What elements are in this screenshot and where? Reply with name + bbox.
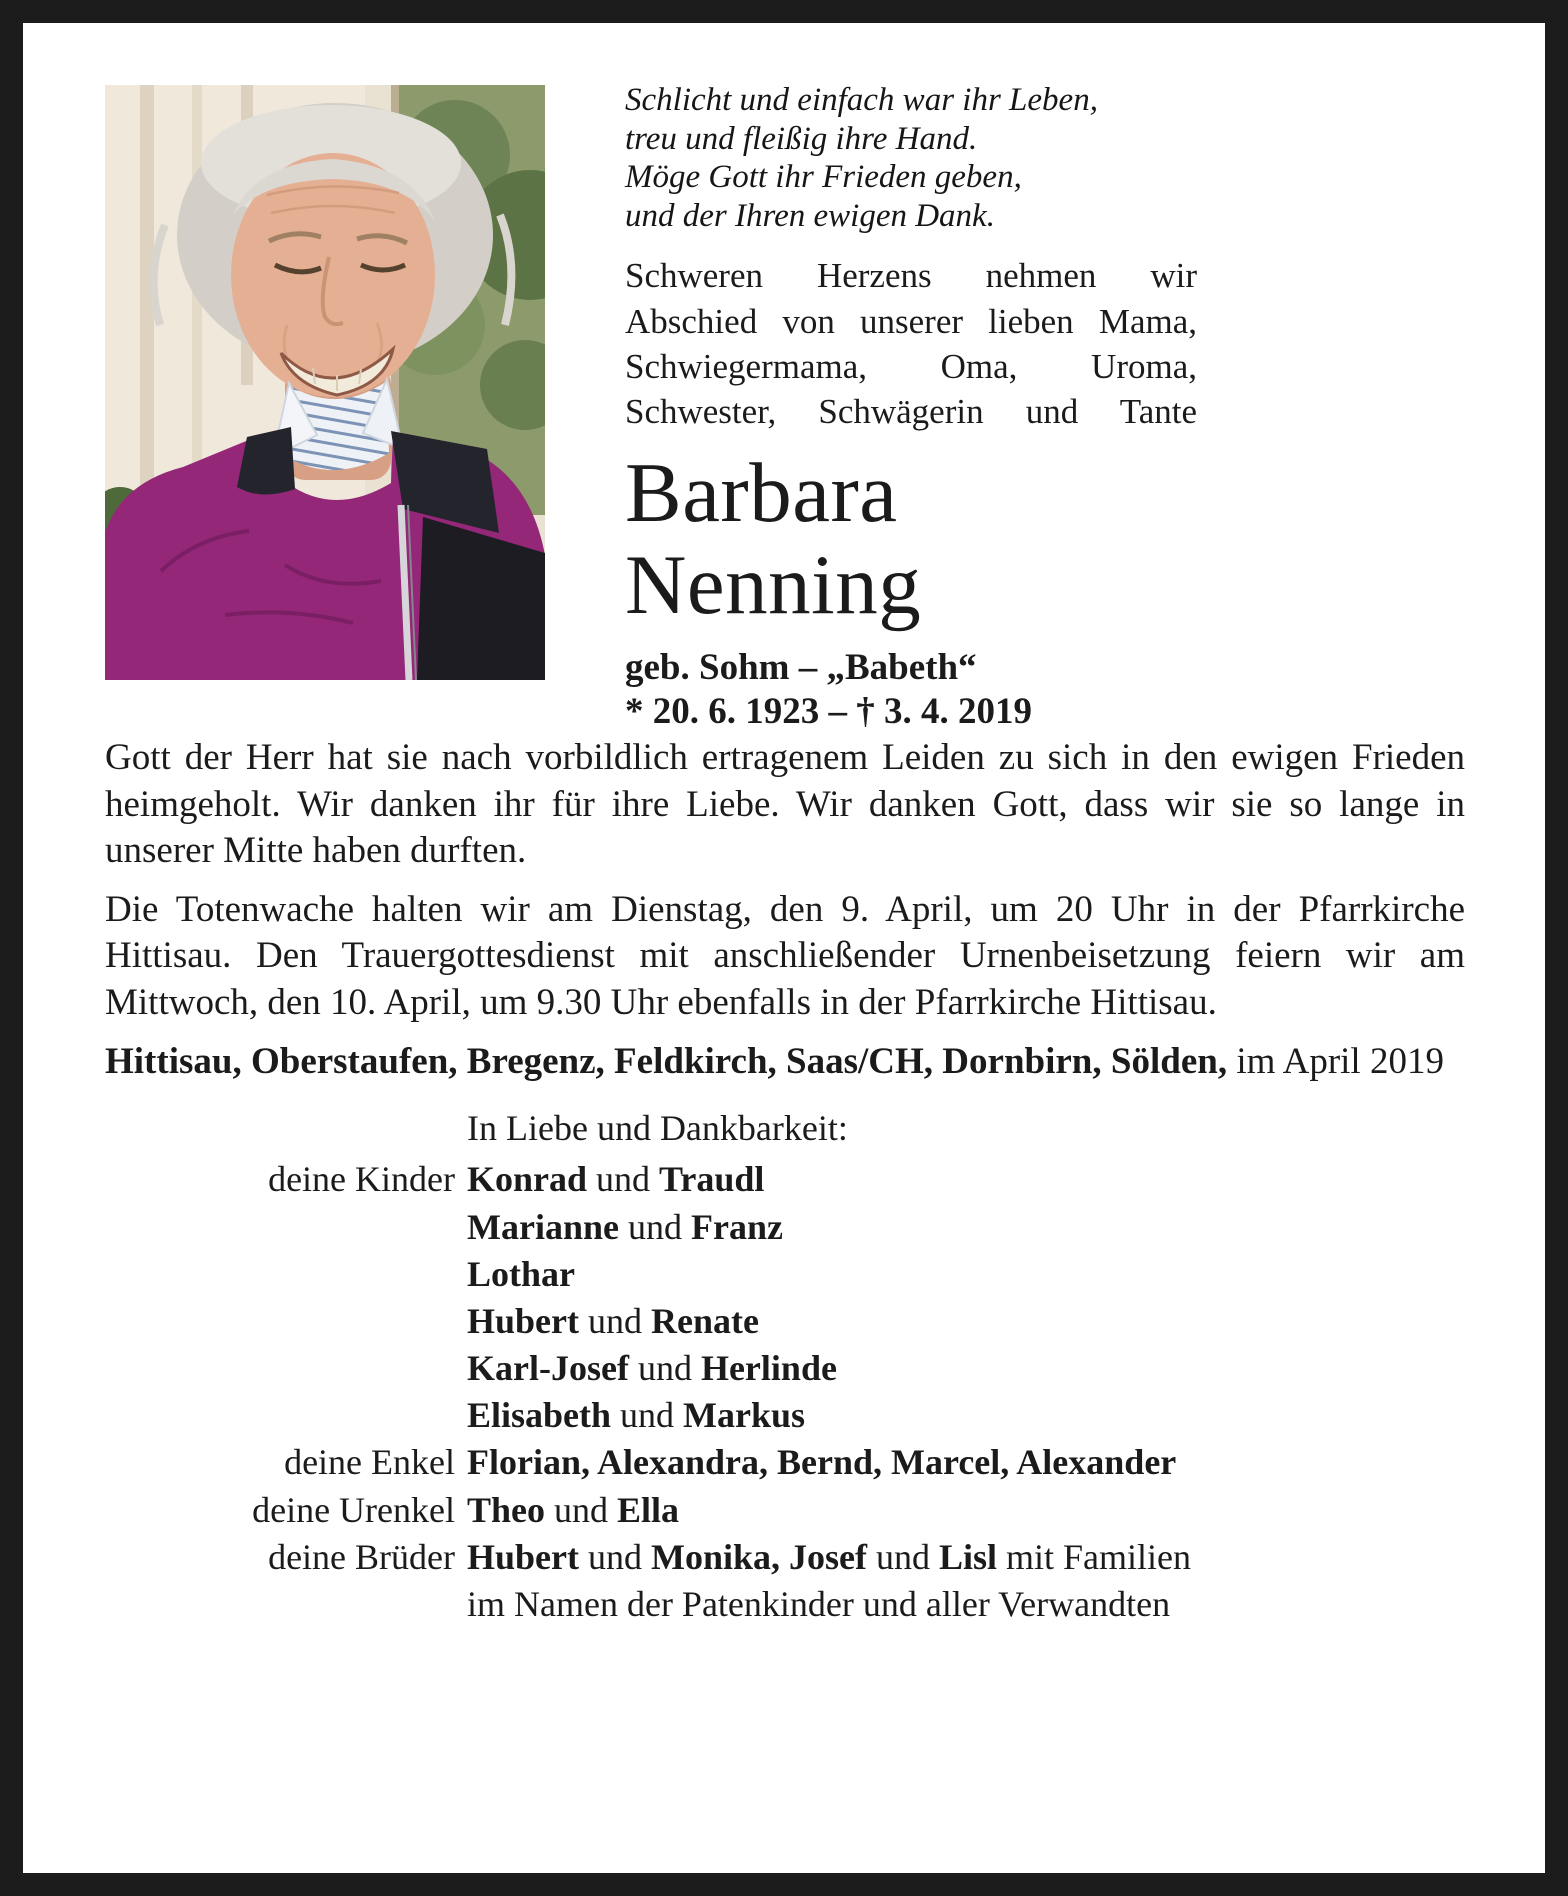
family-names [467, 1345, 1465, 1392]
obituary-body [105, 735, 1465, 1085]
family-names [467, 1204, 1465, 1251]
verse-line: treu und fleißig ihre Hand. [625, 120, 978, 157]
deceased-name [625, 448, 1197, 632]
family-role-label [105, 1251, 455, 1298]
text-segment: Hubert [467, 1300, 579, 1341]
text-segment: und [867, 1536, 939, 1577]
obituary-paragraph: Die Totenwache halten wir am Dienstag, den 9. April, um 20 Uhr in der Pfarrkirche Hittisau. Den Trauergottesdienst mit anschließender Urnenbeisetzung feiern wir am Mittwoch, den 10. April, um 9.30 Uhr ebenfalls in der Pfarrkirche Hittisau. [105, 888, 1465, 1024]
text-segment: Ella [617, 1489, 680, 1530]
text-segment: und [579, 1536, 651, 1577]
family-names [467, 1298, 1465, 1345]
portrait-illustration [105, 85, 545, 680]
family-role-label [105, 1345, 455, 1392]
portrait-photo [105, 85, 545, 680]
family-role-label [105, 1581, 455, 1628]
text-segment: Lothar [467, 1253, 575, 1294]
family-role-label [105, 1392, 455, 1439]
verse-line: Möge Gott ihr Frieden geben, [625, 159, 1022, 196]
text-segment: Markus [683, 1395, 806, 1436]
thanks-heading: In Liebe und Dankbarkeit: [467, 1108, 848, 1149]
life-dates: * 20. 6. 1923 – † 3. 4. 2019 [625, 691, 1032, 733]
text-segment: und [611, 1395, 684, 1436]
text-segment: und [545, 1489, 618, 1530]
text-segment: Franz [690, 1206, 783, 1247]
family-names [467, 1534, 1465, 1581]
farewell-intro: Schweren Herzens nehmen wir Abschied von unserer lieben Mama, Schwiegermama, Oma, Uroma, Schwester, Schwägerin und Tante [625, 256, 1197, 431]
obituary-paragraph: Gott der Herr hat sie nach vorbildlich ertragenem Leiden zu sich in den ewigen Frieden heimgeholt. Wir danken ihr für ihre Liebe. Wir danken Gott, dass wir sie so lange in unserer Mitte haben durften. [105, 737, 1465, 872]
text-segment: und [587, 1159, 660, 1200]
text-segment: und [618, 1206, 691, 1247]
verse-line: Schlicht und einfach war ihr Leben, [625, 82, 1098, 118]
text-segment: im Namen der Patenkinder und aller Verwandten [467, 1583, 1171, 1624]
text-segment: Monika, Josef [651, 1536, 867, 1577]
text-segment: und [628, 1348, 701, 1389]
text-segment: Hittisau, Oberstaufen, Bregenz, Feldkirch, Saas/CH, Dornbirn, Sölden, [105, 1040, 1228, 1082]
family-role-label: deine Brüder [268, 1536, 455, 1577]
family-names [467, 1156, 1465, 1203]
family-role-label: deine Enkel [284, 1442, 455, 1483]
cities-line [105, 1039, 1465, 1086]
family-names [467, 1581, 1465, 1628]
text-segment: Theo [467, 1489, 546, 1530]
family-section [105, 1105, 1465, 1628]
family-role-label [105, 1298, 455, 1345]
family-list [105, 1156, 1465, 1628]
header-region [105, 82, 1465, 733]
text-segment: Florian, Alexandra, Bernd, Marcel, Alexander [467, 1442, 1177, 1483]
text-segment: mit Familien [997, 1536, 1192, 1577]
text-segment: Elisabeth [467, 1395, 612, 1436]
text-segment: Konrad [467, 1159, 588, 1200]
memorial-verse [625, 81, 1197, 235]
text-segment: Traudl [659, 1159, 765, 1200]
header-text-column [625, 81, 1197, 734]
family-names [467, 1487, 1465, 1534]
family-role-label: deine Kinder [268, 1159, 455, 1200]
family-names [467, 1439, 1465, 1486]
text-segment: Marianne [467, 1206, 619, 1247]
verse-line: und der Ihren ewigen Dank. [625, 197, 995, 234]
family-names [467, 1251, 1465, 1298]
family-names [467, 1392, 1465, 1439]
text-segment: Hubert [467, 1536, 579, 1577]
text-segment: Herlinde [700, 1348, 837, 1389]
family-role-label: deine Urenkel [252, 1489, 455, 1530]
text-segment: Renate [651, 1300, 759, 1341]
text-segment: Lisl [939, 1536, 998, 1577]
text-segment: und [579, 1300, 651, 1341]
birth-name-line: geb. Sohm – „Babeth“ [625, 646, 977, 688]
family-role-label [105, 1204, 455, 1251]
text-segment: im April 2019 [1227, 1040, 1444, 1082]
text-segment: Karl-Josef [467, 1348, 629, 1389]
deceased-last-name: Nenning [625, 537, 922, 632]
deceased-first-name: Barbara [625, 446, 898, 540]
